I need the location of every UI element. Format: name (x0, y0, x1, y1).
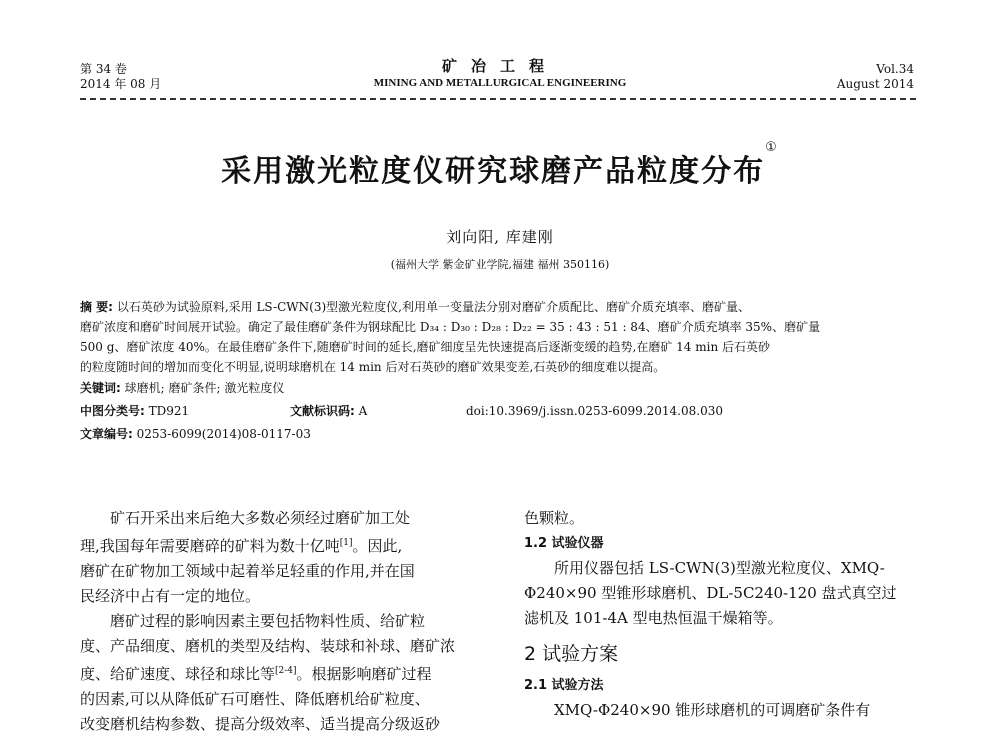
abstract-label: 摘 要: (80, 300, 113, 314)
text-line: 民经济中占有一定的地位。 (80, 587, 261, 605)
title-text: 采用激光粒度仪研究球磨产品粒度分布 (221, 154, 766, 189)
classification (80, 402, 189, 420)
section-2-heading: 2 试验方案 (524, 643, 619, 665)
keywords-label: 关键词: (80, 381, 121, 395)
text-line: 度、产品细度、磨机的类型及结构、装球和补球、磨矿浓 (80, 637, 456, 655)
text-line: 的因素,可以从降低矿石可磨性、降低磨机给矿粒度、 (80, 690, 430, 708)
classification-value: TD921 (148, 404, 190, 418)
header-right (837, 62, 914, 92)
doc-code-label: 文献标识码: (290, 404, 355, 418)
journal-name-en: MINING AND METALLURGICAL ENGINEERING (373, 77, 627, 89)
keywords-value: 球磨机; 磨矿条件; 激光粒度仪 (124, 381, 285, 395)
paragraph-1 (80, 506, 490, 609)
doc-code (290, 402, 367, 420)
doc-code-value: A (358, 404, 368, 418)
title-footnote-mark: ① (765, 140, 779, 155)
text-line: 滤机及 101-4A 型电热恒温干燥箱等。 (524, 609, 783, 627)
affiliation: (福州大学 紫金矿业学院,福建 福州 350116) (390, 258, 610, 271)
text-line: 磨矿过程的影响因素主要包括物料性质、给矿粒 (110, 612, 426, 630)
article-number-label: 文章编号: (80, 427, 133, 441)
abstract-line: 500 g、磨矿浓度 40%。在最佳磨矿条件下,随磨矿时间的延长,磨矿细度呈先快速提高后逐渐变缓的趋势,在磨矿 14 min 后石英砂 (80, 340, 770, 354)
article-number-value: 0253-6099(2014)08-0117-03 (136, 427, 311, 441)
keywords (80, 379, 284, 397)
paper-title (0, 140, 1000, 190)
text-line: 度、给矿速度、球径和球比等[2-4]。根据影响磨矿过程 (80, 665, 432, 683)
text-line: 色颗粒。 (524, 509, 585, 527)
paragraph-2 (80, 609, 490, 737)
citation: [2-4] (275, 666, 297, 676)
subsection-1-2-heading: 1.2 试验仪器 (524, 536, 604, 551)
authors: 刘向阳, 库建刚 (446, 228, 554, 246)
text-line: 矿石开采出来后绝大多数必须经过磨矿加工处 (110, 509, 411, 527)
text-line: Φ240×90 型锥形球磨机、DL-5C240-120 盘式真空过 (524, 584, 897, 602)
journal-name-cn: 矿冶工程 (441, 57, 558, 75)
text-line: XMQ-Φ240×90 锥形球磨机的可调磨矿条件有 (554, 701, 871, 719)
text-line: 所用仪器包括 LS-CWN(3)型激光粒度仪、XMQ- (554, 559, 885, 577)
text-line: 改变磨机结构参数、提高分级效率、适当提高分级返砂 (80, 715, 441, 733)
citation: [1] (339, 538, 353, 548)
header-rule (80, 98, 916, 100)
abstract-line: 磨矿浓度和磨矿时间展开试验。确定了最佳磨矿条件为钢球配比 D₃₄ : D₃₀ : D₂₈ : D₂₂ = 35 : 43 : 51 : 84、磨矿介质充填率 35%、磨矿量 (80, 320, 821, 334)
subsection-2-1-heading: 2.1 试验方法 (524, 678, 604, 693)
body-left-column (80, 506, 490, 737)
text-line: 磨矿在矿物加工领域中起着举足轻重的作用,并在国 (80, 562, 415, 580)
abstract-line: 摘 要: 以石英砂为试验原料,采用 LS-CWN(3)型激光粒度仪,利用单一变量法分别对磨矿介质配比、磨矿介质充填率、磨矿量、 (80, 300, 750, 314)
classification-label: 中图分类号: (80, 404, 145, 418)
article-number (80, 425, 311, 443)
date-cn: 2014 年 08 月 (80, 77, 162, 91)
abstract-line: 的粒度随时间的增加而变化不明显,说明球磨机在 14 min 后对石英砂的磨矿效果变差,石英砂的细度难以提高。 (80, 360, 666, 374)
volume-cn: 第 34 卷 (80, 62, 127, 76)
body-right-column (524, 506, 920, 723)
text-line: 理,我国每年需要磨碎的矿料为数十亿吨[1]。因此, (80, 537, 403, 555)
paragraph-instruments (524, 556, 920, 631)
abstract (80, 297, 916, 377)
date-en: August 2014 (836, 77, 914, 91)
volume-en: Vol.34 (876, 62, 914, 76)
doi: doi:10.3969/j.issn.0253-6099.2014.08.030 (466, 404, 723, 418)
